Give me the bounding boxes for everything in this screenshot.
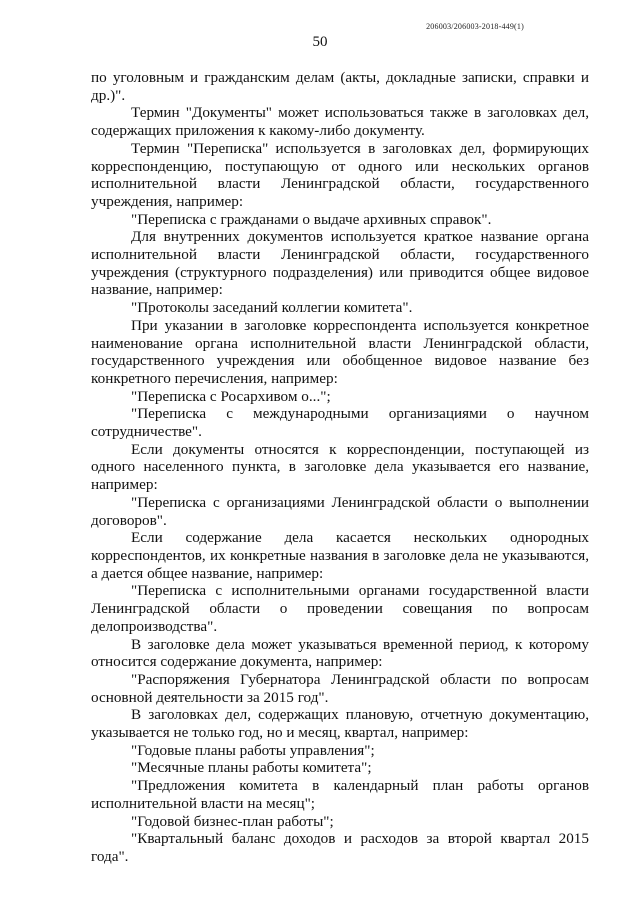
page-number: 50 <box>312 34 328 50</box>
paragraph: "Квартальный баланс доходов и расходов за второй квартал 2015 года". <box>91 830 589 865</box>
paragraph: "Переписка с организациями Ленинградской области о выполнении договоров". <box>91 493 589 529</box>
paragraph: Термин "Документы" может использоваться также в заголовках дел, содержащих приложения к какому-либо документу. <box>91 104 589 140</box>
paragraph: В заголовке дела может указываться временной период, к которому относится содержание документа, например: <box>91 635 589 671</box>
paragraph: "Переписка с гражданами о выдаче архивных справок". <box>131 210 492 228</box>
paragraph: "Годовой бизнес-план работы"; <box>131 812 334 830</box>
document-body <box>91 69 589 866</box>
document-registration-code: 206003/206003-2018-449(1) <box>426 22 524 31</box>
paragraph: "Годовые планы работы управления"; <box>131 741 375 759</box>
paragraph: "Переписка с Росархивом о..."; <box>131 387 331 405</box>
paragraph: Для внутренних документов используется краткое название органа исполнительной власти Ленинградской области, государственного учреждения (структурного подразделения) или приводится общее видовое название, например: <box>91 228 589 299</box>
paragraph: "Распоряжения Губернатора Ленинградской области по вопросам основной деятельности за 2015 год". <box>91 670 589 706</box>
paragraph: В заголовках дел, содержащих плановую, отчетную документацию, указывается не только год, но и месяц, квартал, например: <box>91 706 589 742</box>
paragraph: по уголовным и гражданским делам (акты, докладные записки, справки и др.)". <box>91 69 589 104</box>
paragraph: "Предложения комитета в календарный план работы органов исполнительной власти на месяц"; <box>91 777 589 812</box>
paragraph: Если содержание дела касается нескольких однородных корреспондентов, их конкретные названия в заголовке дела не указываются, а дается общее название, например: <box>91 529 589 582</box>
paragraph: При указании в заголовке корреспондента используется конкретное наименование органа исполнительной власти Ленинградской области, государственного учреждения или обобщенное видовое название без конкретного перечисления, например: <box>91 316 589 387</box>
paragraph: "Переписка с исполнительными органами государственной власти Ленинградской области о проведении совещания по вопросам делопроизводства". <box>91 582 589 635</box>
paragraph: "Переписка с международными организациями о научном сотрудничестве". <box>91 405 589 441</box>
paragraph: "Месячные планы работы комитета"; <box>131 759 372 777</box>
paragraph: Термин "Переписка" используется в заголовках дел, формирующих корреспонденцию, поступающую от одного или нескольких органов исполнительной власти Ленинградской области, государственного учреждения, например: <box>91 139 589 210</box>
paragraph: "Протоколы заседаний коллегии комитета". <box>131 299 413 317</box>
paragraph: Если документы относятся к корреспонденции, поступающей из одного населенного пункта, в заголовке дела указывается его название, например: <box>91 440 589 494</box>
